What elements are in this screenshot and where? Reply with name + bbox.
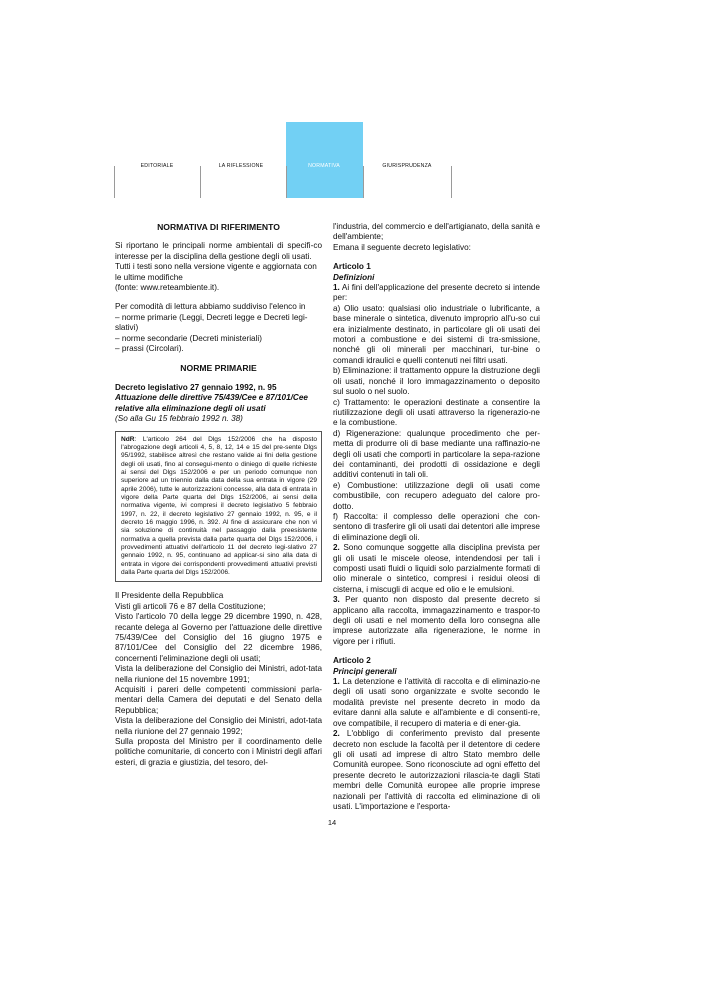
decree-title: Decreto legislativo 27 gennaio 1992, n. 95 [115,382,277,392]
section-subtitle: NORME PRIMARIE [180,363,257,374]
preamble-line: Visti gli articoli 76 e 87 della Costituzione; [115,601,266,611]
section-nav [114,122,589,198]
article-paragraph: 1. La detenzione e l'attività di raccolta e di eliminazio-ne degli oli usati sono organizzate e svolte secondo le modalità previste nel presente decreto in modo da evitare danni alla salute e all'ambiente e di consenti-re, ove compatibile, il recupero di materia e di ener-gia. [333,677,540,728]
section-title: NORMATIVA DI RIFERIMENTO [157,222,280,232]
tab-normativa[interactable]: NORMATIVA [308,163,340,169]
article-paragraph: 3. Per quanto non disposto dal presente decreto si applicano alla raccolta, immagazzinamento e traspor-to degli oli usati e nel momento della loro consegna alle imprese autorizzate alla rigenerazione, le norme in vigore per i rifiuti. [333,595,540,646]
preamble-line: Visto l'articolo 70 della legge 29 dicembre 1990, n. 428, recante delega al Governo per l'attuazione delle direttive 75/439/Cee del Consiglio del 16 giugno 1975 e 87/101/Cee del Consiglio del 22 dicembre 1986, concernenti l'eliminazione degli oli usati; [115,612,322,663]
article-title: Articolo 1 [333,262,371,272]
intro-paragraph: Si riportano le principali norme ambientali di specifi-co interesse per la disciplina della gestione degli oli usati. [115,241,322,261]
definition-item: a) Olio usato: qualsiasi olio industriale o lubrificante, a base minerale o sintetica, divenuto improprio all'u-so cui era inizialmente destinato, in particolare gli oli usati dei motori a combustione e dei sistemi di tra-smissione, nonché gli oli minerali per macchinari, tur-bine o comandi idraulici e quelli contenuti nei filtri usati. [333,303,540,365]
editor-note-box [115,431,322,583]
preamble-line: Vista la deliberazione del Consiglio dei Ministri, adot-tata nella riunione del 27 gennaio 1992; [115,716,322,736]
decree-reference: (So alla Gu 15 febbraio 1992 n. 38) [115,414,243,424]
page-number: 14 [327,818,337,827]
tab-divider [200,166,201,198]
article-title: Articolo 2 [333,656,371,666]
tab-giurisprudenza[interactable]: GIURISPRUDENZA [382,163,432,169]
tab-editoriale[interactable]: EDITORIALE [140,163,174,169]
note-text: : L'articolo 264 del Dlgs 152/2006 che ha disposto l'abrogazione degli articoli 4, 5, 8, 12, 14 e 15 del pre-sente Dlgs 95/1992, stabilisce altresì che restano valide ai fini della gestione degli oli usati, fino al consegui-mento o diniego di quelle richieste ai sensi del Dlgs 152/2006 e per un periodo comunque non superiore ad un triennio dalla data della sua entrata in vigore (29 aprile 2006), tutte le autorizzazioni concesse, alla data di entrata in vigore della Parte quarta del Dlgs 152/2006, ai sensi della normativa vigente, ivi compresi il decreto legislativo 5 febbraio 1997, n. 22, il decreto legislativo 27 gennaio 1992, n. 95, e il decreto 16 maggio 1996, n. 392. Al fine di assicurare che non vi sia soluzione di continuità nel passaggio dalla preesistente normativa a quella prevista dalla parte quarta del Dlgs 152/2006, i provvedimenti attuativi dell'articolo 11 del decreto legi-slativo 27 gennaio 1992, n. 95, continuano ad applicar-si sino alla data di entrata in vigore dei corrispondenti provvedimenti attuativi previsti dalla Parte quarta del Dlgs 152/2006. [121,435,317,576]
preamble-line: Sulla proposta del Ministro per il coordinamento delle politiche comunitarie, di concerto con i Ministri degli affari esteri, di grazia e giustizia, del tesoro, del- [115,737,322,767]
article-paragraph: 1. Ai fini dell'applicazione del presente decreto si intende per: [333,283,540,303]
preamble-line: Acquisiti i pareri delle competenti commissioni parla-mentari della Camera dei deputati e del Senato della Repubblica; [115,685,322,715]
intro-paragraph: Tutti i testi sono nella versione vigente e aggiornata con le ultime modifiche [115,262,317,282]
definition-item: d) Rigenerazione: qualunque procedimento che per-metta di produrre oli di base mediante una raffinazio-ne degli oli usati che comporti in particolare la sepa-razione dei contaminanti, dei prodotti di ossidazione e degli additivi contenuti in tali oli. [333,428,540,480]
source-line: (fonte: www.reteambiente.it). [115,283,220,293]
definition-item: f) Raccolta: il complesso delle operazioni che con-sentono di trasferire gli oli usati dai detentori alle imprese di eliminazione degli oli. [333,511,540,542]
list-intro: Per comodità di lettura abbiamo suddiviso l'elenco in [115,302,306,312]
decree-subtitle: Attuazione delle direttive 75/439/Cee e 87/101/Cee relative alla eliminazione degli oli usati [115,393,308,413]
tab-divider [451,166,452,198]
preamble-line: Vista la deliberazione del Consiglio dei Ministri, adot-tata nella riunione del 15 novembre 1991; [115,664,322,684]
tab-divider [363,166,364,198]
article-paragraph: 2. Sono comunque soggette alla disciplina prevista per gli oli usati le miscele oleose, intendendosi per tali i composti usati fluidi o liquidi solo parzialmente formati di olio minerale o sintetico, compresi i residui oleosi di cisterna, i miscugli di acque ed olio e le emulsioni. [333,543,540,594]
article-paragraph: 2. L'obbligo di conferimento previsto dal presente decreto non esclude la facoltà per il detentore di cedere gli oli usati ad imprese di altro Stato membro delle Comunità europee. Sono riconosciute ad ogni effetto del presente decreto le autorizzazioni rilascia-te dagli Stati membri delle Comunità europee alle proprie imprese nazionali per l'attività di raccolta ed eliminazione di oli usati. L'importazione e l'esporta- [333,729,540,811]
list-item: – norme secondarie (Decreti ministeriali) [115,333,262,343]
definition-item: c) Trattamento: le operazioni destinate a consentire la riutilizzazione degli oli usati attraverso la rigenerazio-ne e la combustione. [333,397,540,428]
continuation-text: l'industria, del commercio e dell'artigianato, della sanità e dell'ambiente; [333,222,540,242]
article-subtitle: Principi generali [333,666,397,676]
tab-divider [114,166,115,198]
left-column [115,222,322,768]
tab-divider [286,166,287,198]
list-item: – prassi (Circolari). [115,344,184,354]
list-item: – norme primarie (Leggi, Decreti legge e Decreti legi-slativi) [115,312,308,333]
tab-la-riflessione[interactable]: LA RIFLESSIONE [218,163,264,169]
article-subtitle: Definizioni [333,272,375,282]
continuation-text: Emana il seguente decreto legislativo: [333,242,471,252]
active-tab-highlight [286,122,363,198]
right-column [333,222,540,812]
definition-item: b) Eliminazione: il trattamento oppure la distruzione degli oli usati, nonché il loro immagazzinamento o deposito sul suolo o nel suolo. [333,366,540,397]
preamble-line: Il Presidente della Repubblica [115,591,224,601]
note-label: NdR [121,435,135,443]
definition-item: e) Combustione: utilizzazione degli oli usati come combustibile, con recupero adeguato del calore pro-dotto. [333,480,540,511]
